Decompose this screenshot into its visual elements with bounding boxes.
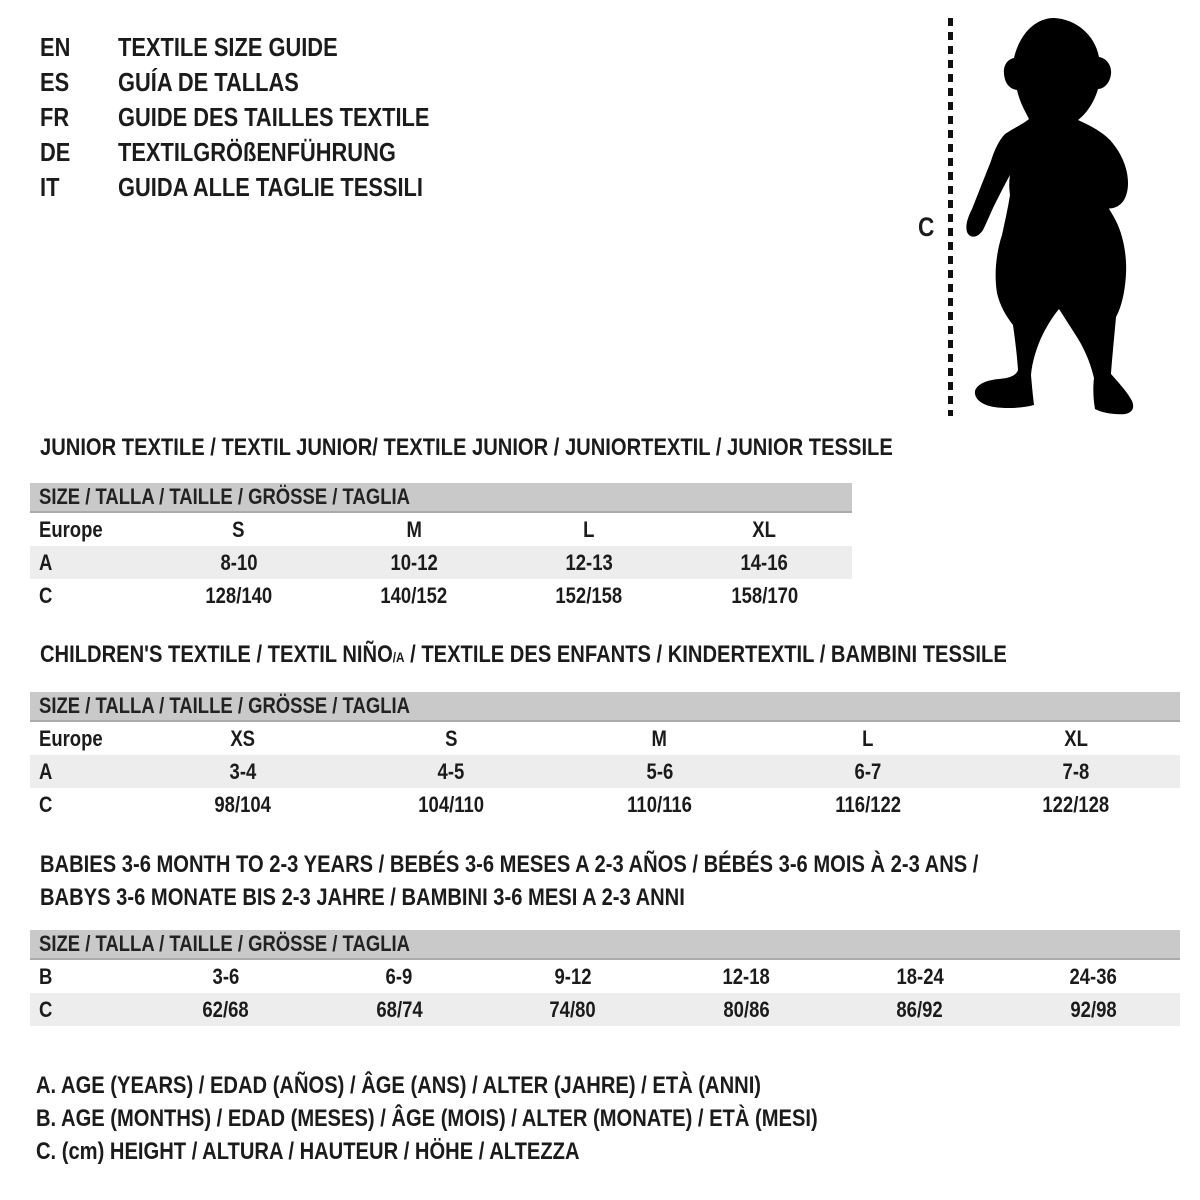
guide-title-text: GUÍA DE TALLAS <box>118 67 299 97</box>
size-cell: 12-18 <box>722 963 770 989</box>
list-item <box>40 30 489 65</box>
table-row <box>30 546 852 579</box>
title-main: BABIES 3-6 MONTH TO 2-3 YEARS / BEBÉS 3-6 MESES A 2-3 AÑOS / BÉBÉS 3-6 MOIS À 2-3 ANS / <box>40 851 979 878</box>
size-cell: 7-8 <box>1062 758 1090 784</box>
table-row <box>30 755 1180 788</box>
size-cell: 110/116 <box>627 791 692 817</box>
table-row <box>30 993 1180 1026</box>
title-sub: /A <box>392 649 405 665</box>
size-table-header-text: SIZE / TALLA / TAILLE / GRÖSSE / TAGLIA <box>39 931 410 956</box>
legend-line-b: B. AGE (MONTHS) / EDAD (MESES) / ÂGE (MOIS) / ALTER (MONATE) / ETÀ (MESI) <box>36 1104 818 1132</box>
size-cell: 9-12 <box>554 963 592 989</box>
size-cell: 152/158 <box>555 582 623 608</box>
size-table-header-text: SIZE / TALLA / TAILLE / GRÖSSE / TAGLIA <box>39 484 410 509</box>
guide-title <box>118 137 489 168</box>
row-label: Europe <box>39 725 103 751</box>
language-title-list <box>40 30 489 205</box>
size-cell: 8-10 <box>220 549 258 575</box>
guide-title-text: TEXTILE SIZE GUIDE <box>118 32 338 62</box>
size-cell: 74/80 <box>549 996 596 1022</box>
height-measure-label: C <box>918 212 935 242</box>
size-cell: 18-24 <box>896 963 944 989</box>
table-row <box>30 513 852 546</box>
size-cell: XS <box>230 725 256 751</box>
language-code <box>40 32 118 63</box>
size-cell: 10-12 <box>390 549 438 575</box>
language-code <box>40 102 118 133</box>
size-cell: 3-6 <box>212 963 240 989</box>
list-item <box>40 65 489 100</box>
section-title-text <box>40 434 893 462</box>
guide-title <box>118 172 489 203</box>
size-cell: 116/122 <box>834 791 901 817</box>
size-cell: 12-13 <box>565 549 613 575</box>
title-rest: / TEXTILE DES ENFANTS / KINDERTEXTIL / BAMBINI TESSILE <box>404 641 1007 668</box>
size-cell: 4-5 <box>437 758 465 784</box>
measure-legend <box>36 1069 967 1168</box>
size-cell: 140/152 <box>380 582 448 608</box>
guide-title-text: TEXTILGRÖßENFÜHRUNG <box>118 137 396 167</box>
section-title-babies-line1 <box>40 851 1157 879</box>
size-cell: XL <box>1064 725 1088 751</box>
row-label: B <box>39 963 53 989</box>
language-code-text: ES <box>40 67 70 97</box>
language-code <box>40 137 118 168</box>
size-cell: 98/104 <box>214 791 272 817</box>
language-code <box>40 172 118 203</box>
junior-size-table <box>30 483 852 612</box>
guide-title <box>118 102 489 133</box>
guide-title <box>118 67 489 98</box>
section-title-children <box>40 641 1191 669</box>
size-cell: 6-7 <box>854 758 882 784</box>
row-label: A <box>39 758 53 784</box>
size-cell: XL <box>752 516 777 542</box>
legend-line-a: A. AGE (YEARS) / EDAD (AÑOS) / ÂGE (ANS) / ALTER (JAHRE) / ETÀ (ANNI) <box>36 1071 762 1099</box>
title-main: JUNIOR TEXTILE / TEXTIL JUNIOR/ TEXTILE JUNIOR / JUNIORTEXTIL / JUNIOR TESSILE <box>40 434 893 461</box>
size-cell: M <box>651 725 668 751</box>
children-size-table <box>30 692 1180 821</box>
size-cell: L <box>862 725 874 751</box>
size-cell: 14-16 <box>740 549 789 575</box>
row-label: C <box>39 582 53 608</box>
row-label: C <box>39 996 53 1022</box>
size-cell: 3-4 <box>229 758 257 784</box>
size-cell: 122/128 <box>1042 791 1110 817</box>
language-code-text: DE <box>40 137 71 167</box>
table-row <box>30 579 852 612</box>
language-code <box>40 67 118 98</box>
size-cell: S <box>445 725 458 751</box>
guide-title <box>118 32 489 63</box>
guide-title-text: GUIDE DES TAILLES TEXTILE <box>118 102 430 132</box>
table-row <box>30 960 1180 993</box>
size-cell: 92/98 <box>1070 996 1117 1022</box>
size-cell: 68/74 <box>376 996 423 1022</box>
toddler-silhouette-icon <box>920 12 1160 432</box>
size-cell: 128/140 <box>205 582 273 608</box>
size-cell: 104/110 <box>418 791 485 817</box>
babies-size-table <box>30 930 1180 1026</box>
list-item <box>40 170 489 205</box>
list-item <box>40 100 489 135</box>
size-cell: L <box>583 516 595 542</box>
language-code-text: EN <box>40 32 71 62</box>
section-title-text <box>40 851 978 879</box>
language-code-text: IT <box>40 172 60 202</box>
guide-title-text: GUIDA ALLE TAGLIE TESSILI <box>118 172 423 202</box>
size-cell: 5-6 <box>646 758 673 784</box>
section-title-text: BABYS 3-6 MONATE BIS 2-3 JAHRE / BAMBINI 3-6 MESI A 2-3 ANNI <box>40 884 685 911</box>
size-cell: M <box>406 516 422 542</box>
size-cell: 24-36 <box>1069 963 1117 989</box>
list-item <box>40 135 489 170</box>
section-title-junior <box>40 434 1055 462</box>
table-row <box>30 722 1180 755</box>
title-main: CHILDREN'S TEXTILE / TEXTIL NIÑO <box>40 641 393 668</box>
size-table-header <box>30 692 1180 722</box>
size-cell: 6-9 <box>385 963 413 989</box>
section-title-text <box>40 641 1007 669</box>
table-row <box>30 788 1180 821</box>
size-table-header-text: SIZE / TALLA / TAILLE / GRÖSSE / TAGLIA <box>39 693 410 718</box>
size-cell: 62/68 <box>202 996 249 1022</box>
language-code-text: FR <box>40 102 70 132</box>
legend-line-c: C. (cm) HEIGHT / ALTURA / HAUTEUR / HÖHE / ALTEZZA <box>36 1137 580 1165</box>
size-cell: 86/92 <box>896 996 943 1022</box>
size-cell: 158/170 <box>730 582 798 608</box>
size-cell: S <box>232 516 245 542</box>
row-label: A <box>39 549 53 575</box>
row-label: Europe <box>39 516 103 542</box>
size-table-header <box>30 930 1180 960</box>
size-cell: 80/86 <box>723 996 770 1022</box>
row-label: C <box>39 791 53 817</box>
section-title-babies-line2 <box>40 884 808 912</box>
size-table-header <box>30 483 852 513</box>
